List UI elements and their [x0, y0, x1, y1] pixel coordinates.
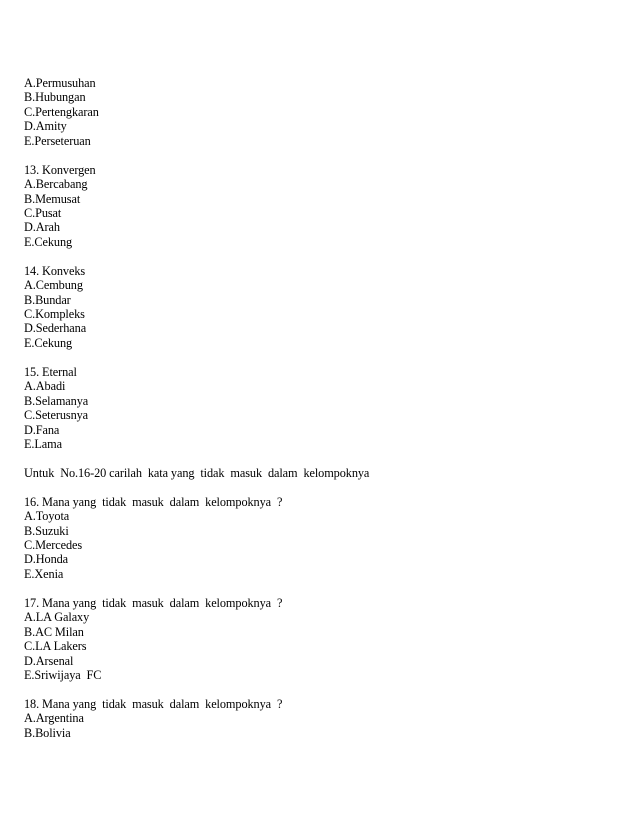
- option-b: B.Selamanya: [24, 393, 89, 408]
- option-c: C.Pertengkaran: [24, 104, 99, 119]
- question-text: 13. Konvergen: [24, 162, 96, 177]
- option-a: A.Bercabang: [24, 177, 88, 192]
- question-block-13: [24, 163, 624, 250]
- option-b: B.Bundar: [24, 292, 71, 307]
- option-b: B.Memusat: [24, 191, 81, 206]
- question-block-18: [24, 697, 624, 740]
- spacer: [24, 249, 624, 263]
- spacer: [24, 682, 624, 696]
- option-b: B.Suzuki: [24, 523, 69, 538]
- option-d: D.Sederhana: [24, 321, 87, 336]
- option-b: B.Bolivia: [24, 725, 71, 740]
- option-e: E.Xenia: [24, 566, 64, 581]
- option-d: D.Arsenal: [24, 653, 74, 668]
- document-page: [24, 76, 624, 740]
- question-text: 17. Mana yang tidak masuk dalam kelompoknya ?: [24, 595, 283, 610]
- section-instruction: Untuk No.16-20 carilah kata yang tidak masuk dalam kelompoknya: [24, 465, 370, 480]
- option-c: C.Pusat: [24, 205, 62, 220]
- question-block-14: [24, 264, 624, 351]
- option-e: E.Perseteruan: [24, 133, 91, 148]
- option-a: A.Cembung: [24, 278, 83, 293]
- question-block-17: [24, 596, 624, 683]
- option-a: A.Argentina: [24, 711, 84, 726]
- option-c: C.Mercedes: [24, 538, 83, 552]
- option-c: C.LA Lakers: [24, 639, 87, 654]
- question-block-16: [24, 495, 624, 582]
- spacer: [24, 581, 624, 595]
- option-a: A.Abadi: [24, 379, 66, 394]
- spacer: [24, 148, 624, 162]
- option-e: E.Cekung: [24, 234, 73, 249]
- question-text: 18. Mana yang tidak masuk dalam kelompoknya ?: [24, 696, 283, 711]
- question-text: 14. Konveks: [24, 263, 86, 278]
- option-b: B.Hubungan: [24, 90, 86, 105]
- option-e: E.Cekung: [24, 335, 73, 350]
- question-text: 16. Mana yang tidak masuk dalam kelompoknya ?: [24, 494, 283, 509]
- spacer: [24, 451, 624, 465]
- option-e: E.Sriwijaya FC: [24, 667, 102, 682]
- spacer: [24, 350, 624, 364]
- option-e: E.Lama: [24, 436, 62, 451]
- option-d: D.Honda: [24, 552, 69, 567]
- question-block-prev: [24, 76, 624, 148]
- option-d: D.Amity: [24, 119, 67, 134]
- option-a: A.LA Galaxy: [24, 610, 90, 625]
- option-c: C.Kompleks: [24, 307, 85, 321]
- spacer: [24, 480, 624, 494]
- option-d: D.Arah: [24, 220, 60, 235]
- question-text: 15. Eternal: [24, 364, 77, 379]
- option-a: A.Permusuhan: [24, 76, 96, 90]
- question-block-15: [24, 365, 624, 452]
- option-b: B.AC Milan: [24, 624, 84, 639]
- option-c: C.Seterusnya: [24, 408, 89, 423]
- option-a: A.Toyota: [24, 509, 70, 524]
- option-d: D.Fana: [24, 422, 60, 437]
